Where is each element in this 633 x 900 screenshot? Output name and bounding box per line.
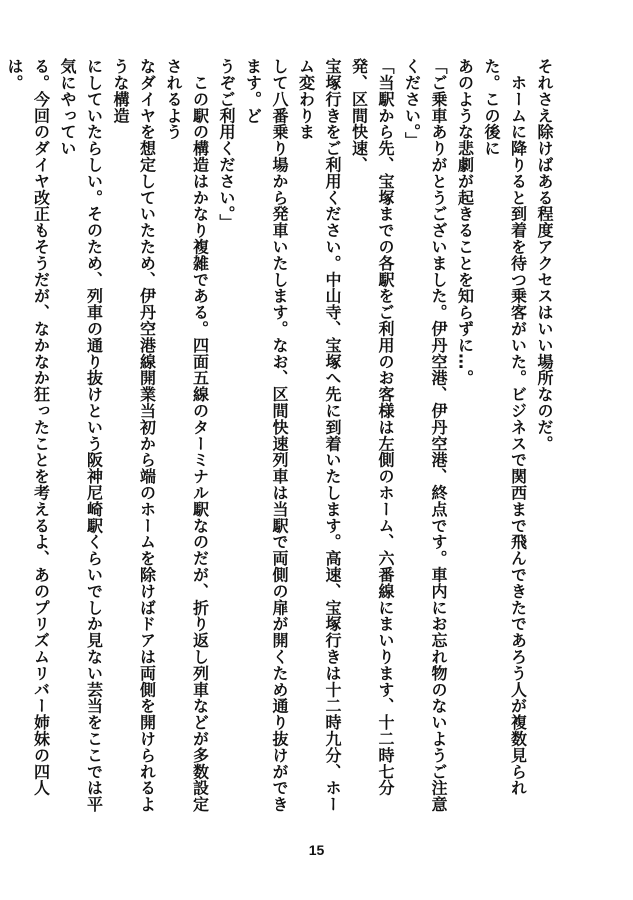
text-line: なダイヤを想定していたため、伊丹空港線開業当初から端のホームを除けばドアは両側を開けられるような構造 <box>111 58 157 813</box>
text-line <box>0 58 1 828</box>
text-line: る。今回のダイヤ改正もそうだが、なかなか狂ったことを考えるよ、あのプリズムリバー姉妹の四人は。 <box>5 58 51 796</box>
text-line: うぞご利用ください。」 <box>217 58 236 231</box>
novel-body-text <box>5 58 557 828</box>
text-line: あのような悲劇が起きることを知らずに…。 <box>455 58 475 386</box>
text-line: それさえ除けばある程度アクセスはいい場所なのだ。 <box>535 58 554 452</box>
text-line: して八番乗り場から発車いたします。なお、区間快速列車は当駅で両側の扉が開くため通り抜けができます。ど <box>243 58 289 813</box>
text-line: 「当駅から先、宝塚までの各駅をご利用のお客様は左側のホーム、六番線にまいります、十二時七分発、区間快速、 <box>349 58 395 796</box>
text-line: にしていたらしい。そのため、列車の通り抜けという阪神尼崎駅くらいでしか見ない芸当をここでは平気にやってい <box>58 58 104 813</box>
text-line: この駅の構造はかなり複雑である。四面五線のターミナル駅なのだが、折り返し列車などが多数設定されるよう <box>164 58 210 813</box>
text-line: 「ご乗車ありがとうございました。伊丹空港、伊丹空港、終点です。車内にお忘れ物のないようご注意ください。」 <box>402 58 448 813</box>
text-line: 宝塚行きをご利用ください。中山寺、宝塚へ先に到着いたします。高速、宝塚行きは十二時九分、ホーム変わりま <box>296 58 342 813</box>
text-line: ホームに降りると到着を待つ乗客がいた。ビジネスで関西まで飛んできたであろう人が複数見られた。この後に <box>482 58 528 796</box>
page-number: 15 <box>308 842 325 858</box>
